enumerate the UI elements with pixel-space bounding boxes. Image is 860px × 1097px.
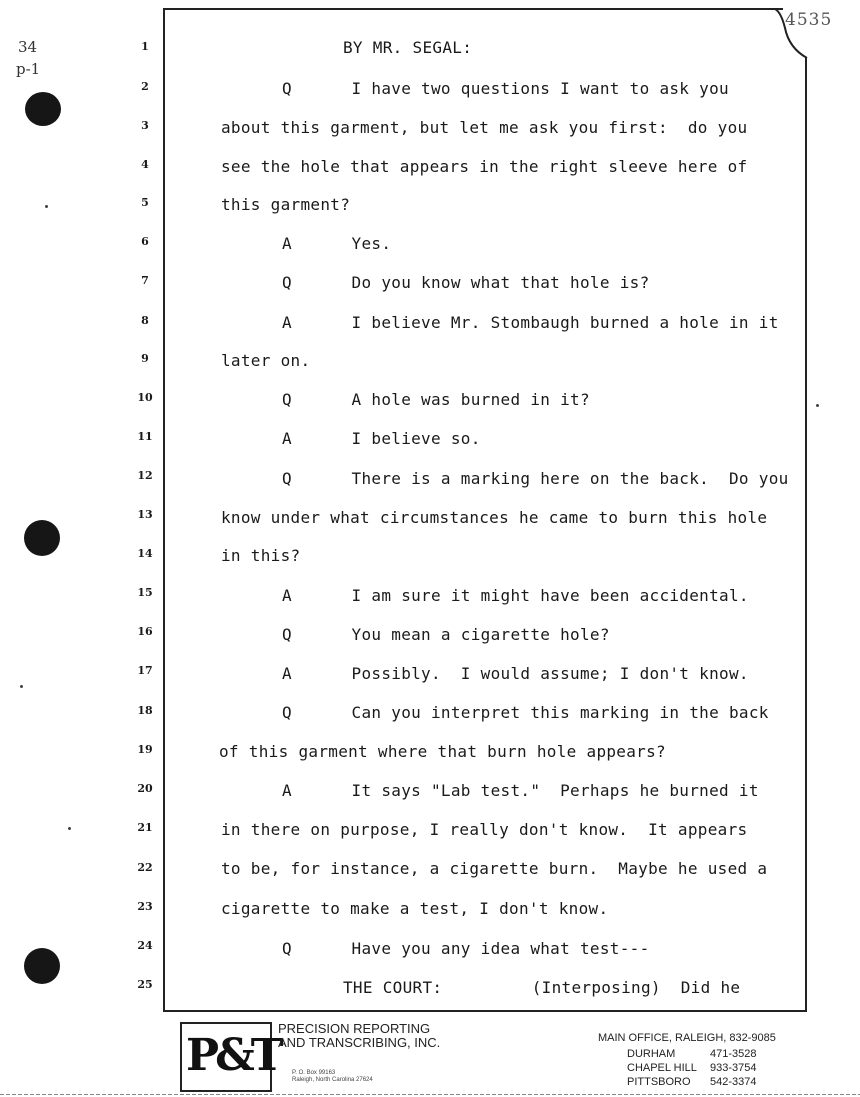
office-phone: 933-3754 (710, 1062, 757, 1074)
firm-name-line2: AND TRANSCRIBING, INC. (278, 1035, 441, 1050)
transcript-line: Q Can you interpret this marking in the back (282, 703, 769, 722)
speck (20, 685, 23, 688)
speck (68, 827, 71, 830)
office-city: DURHAM (627, 1048, 676, 1060)
line-number: 12 (137, 469, 153, 482)
speck (816, 404, 819, 407)
line-number: 2 (141, 80, 149, 93)
line-number: 19 (137, 743, 153, 756)
transcript-line: know under what circumstances he came to burn this hole (221, 508, 768, 527)
transcript-line: A Possibly. I would assume; I don't know. (282, 664, 749, 683)
scan-edge-line (0, 1094, 860, 1095)
punch-hole-top (25, 92, 61, 126)
line-number: 10 (137, 391, 153, 404)
line-number: 21 (137, 821, 153, 834)
line-number: 5 (141, 196, 149, 209)
line-number: 3 (141, 119, 149, 132)
transcript-line: A Yes. (282, 234, 392, 253)
line-number: 22 (137, 861, 153, 874)
page-number: 4535 (785, 10, 833, 30)
line-number: 25 (137, 978, 153, 991)
transcript-line: Q Do you know what that hole is? (282, 273, 650, 292)
logo-text: P&T (186, 1030, 280, 1081)
transcript-line: to be, for instance, a cigarette burn. Maybe he used a (221, 859, 768, 878)
transcript-line: see the hole that appears in the right sleeve here of (221, 157, 748, 176)
transcript-line: in there on purpose, I really don't know. It appears (221, 820, 748, 839)
margin-note-page: p-1 (16, 60, 41, 78)
reporter-logo (180, 1022, 280, 1092)
line-number: 24 (137, 939, 153, 952)
office-phone: 471-3528 (710, 1048, 757, 1060)
transcript-line: A It says "Lab test." Perhaps he burned it (282, 781, 759, 800)
frame-bottom-rule (163, 1010, 807, 1012)
line-number: 16 (137, 625, 153, 638)
transcript-line: Q Have you any idea what test--- (282, 939, 650, 958)
firm-name-line1: PRECISION REPORTING (278, 1021, 431, 1036)
line-number: 8 (141, 314, 149, 327)
line-number: 4 (141, 158, 149, 171)
firm-address (292, 1070, 373, 1084)
line-number: 11 (137, 430, 153, 443)
transcript-line: Q There is a marking here on the back. Do you (282, 469, 789, 488)
line-number: 15 (137, 586, 153, 599)
speck (45, 205, 48, 208)
transcript-line: Q I have two questions I want to ask you (282, 79, 729, 98)
transcript-line: in this? (221, 546, 301, 565)
line-number: 9 (141, 352, 149, 365)
transcript-line: of this garment where that burn hole appears? (219, 742, 666, 761)
transcript-line: this garment? (221, 195, 351, 214)
transcript-line: A I believe so. (282, 429, 481, 448)
frame-left-rule (163, 8, 165, 1011)
transcript-line: Q You mean a cigarette hole? (282, 625, 610, 644)
punch-hole-bottom (24, 948, 60, 984)
margin-note-volume: 34 (18, 38, 38, 56)
line-number: 23 (137, 900, 153, 913)
office-city: CHAPEL HILL (627, 1062, 697, 1074)
transcript-line: THE COURT: (Interposing) Did he (343, 978, 741, 997)
transcript-line: cigarette to make a test, I don't know. (221, 899, 609, 918)
line-number: 7 (141, 274, 149, 287)
firm-name (278, 1022, 440, 1050)
line-number: 1 (141, 40, 149, 53)
transcript-line: Q A hole was burned in it? (282, 390, 590, 409)
po-box: P. O. Box 99163 (292, 1070, 336, 1076)
office-city: PITTSBORO (627, 1076, 691, 1088)
transcript-line: A I believe Mr. Stombaugh burned a hole in it (282, 313, 779, 332)
transcript-line: BY MR. SEGAL: (343, 38, 473, 57)
punch-hole-middle (24, 520, 60, 556)
line-number: 20 (137, 782, 153, 795)
line-number: 18 (137, 704, 153, 717)
line-number: 17 (137, 664, 153, 677)
main-office: MAIN OFFICE, RALEIGH, 832-9085 (598, 1032, 776, 1044)
line-number: 14 (137, 547, 153, 560)
po-city: Raleigh, North Carolina 27624 (292, 1077, 373, 1083)
line-number: 13 (137, 508, 153, 521)
frame-right-rule (805, 58, 807, 1011)
transcript-line: about this garment, but let me ask you first: do you (221, 118, 748, 137)
line-number: 6 (141, 235, 149, 248)
frame-top-rule (163, 8, 783, 10)
office-phone: 542-3374 (710, 1076, 757, 1088)
transcript-line: A I am sure it might have been accidental. (282, 586, 749, 605)
transcript-line: later on. (221, 351, 311, 370)
